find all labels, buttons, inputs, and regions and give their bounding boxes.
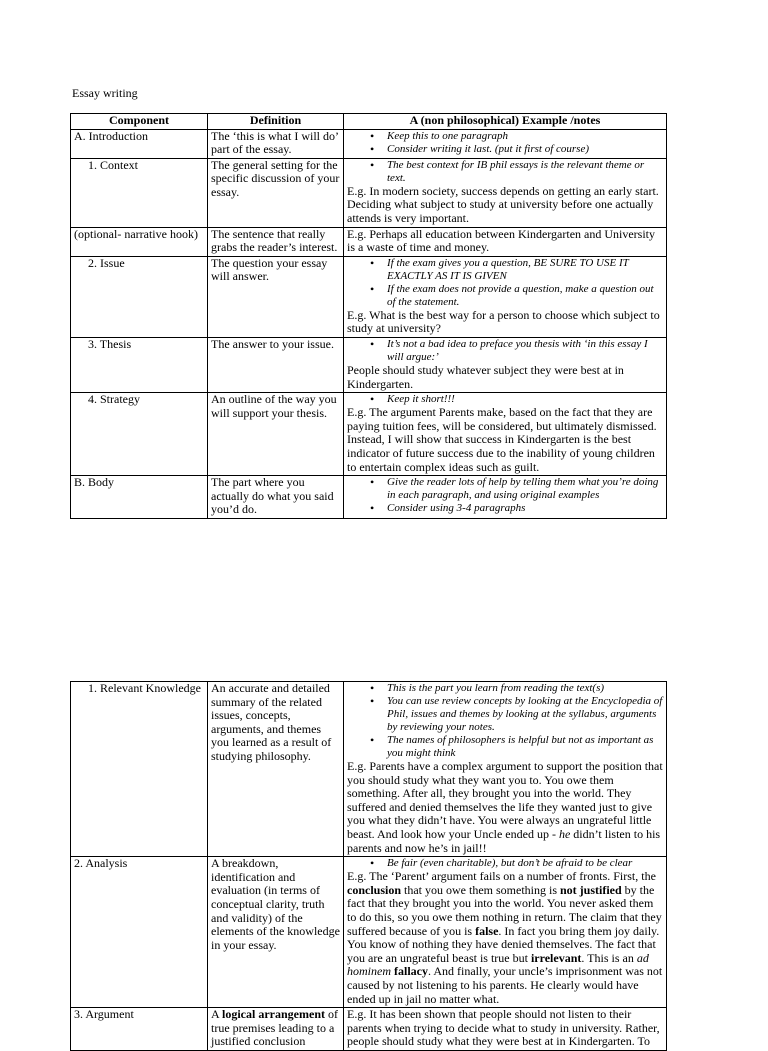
- component-cell: B. Body: [71, 476, 208, 519]
- notes-cell: [344, 227, 667, 256]
- keyword-false: false: [475, 923, 499, 938]
- table-row: [71, 158, 667, 227]
- definition-cell: The answer to your issue.: [208, 337, 344, 392]
- definition-cell: The ‘this is what I will do’ part of the essay.: [208, 129, 344, 158]
- notes-list: [347, 476, 663, 515]
- notes-list: [347, 257, 663, 309]
- component-cell: 4. Strategy: [71, 393, 208, 476]
- table-row: [71, 857, 667, 1008]
- list-item: • If the exam does not provide a question, make a question out of the statement.: [387, 283, 663, 309]
- list-item: • Give the reader lots of help by telling them what you’re doing in each paragraph, and using original examples: [387, 476, 663, 502]
- notes-list: [347, 393, 663, 406]
- keyword-fallacy: fallacy: [394, 964, 428, 979]
- example-text-part: E.g. The ‘Parent’ argument fails on a number of fronts. First, the: [347, 869, 656, 884]
- list-item: • The names of philosophers is helpful but not as important as you might think: [387, 734, 663, 760]
- notes-cell: [344, 857, 667, 1008]
- list-item: • You can use review concepts by looking at the Encyclopedia of Phil, issues and themes by looking at the syllabus, arguments by reviewing your notes.: [387, 695, 663, 734]
- essay-table-page-1: [70, 113, 667, 519]
- notes-list: [347, 857, 663, 870]
- example-text: People should study whatever subject they were best at in Kindergarten.: [347, 362, 624, 391]
- definition-cell: An accurate and detailed summary of the related issues, concepts, arguments, and themes you learned as a result of studying philosophy.: [208, 682, 344, 857]
- example-text-part: E.g. Parents have a complex argument to support the position that you should study what they want you to. You owe them something. After all, they brought you into the world. They suffered and denied themselves the life they wanted just to give you what they didn’t have. You were always an ungrateful little beast. And look how your Uncle ended up -: [347, 759, 663, 841]
- list-item: • If the exam gives you a question, BE SURE TO USE IT EXACTLY AS IT IS GIVEN: [387, 257, 663, 283]
- component-cell: 1. Context: [71, 158, 208, 227]
- list-item: • Consider writing it last. (put it first of course): [387, 143, 663, 156]
- notes-cell: [344, 256, 667, 337]
- example-text: E.g. In modern society, success depends on getting an early start. Deciding what subject to study at university before one actually attends is very important.: [347, 183, 659, 225]
- notes-cell: [344, 476, 667, 519]
- component-cell: (optional- narrative hook): [71, 227, 208, 256]
- notes-cell: [344, 129, 667, 158]
- definition-cell: [208, 1008, 344, 1051]
- example-text: E.g. It has been shown that people should not listen to their parents when trying to decide what to study in university. Rather, people should study what they were best at in Kindergarten. To: [347, 1007, 660, 1049]
- table-row: [71, 227, 667, 256]
- notes-cell: [344, 1008, 667, 1051]
- notes-cell: [344, 158, 667, 227]
- definition-cell: A breakdown, identification and evaluation (in terms of conceptual clarity, truth and validity) of the elements of the knowledge in your essay.: [208, 857, 344, 1008]
- essay-table-page-2: [70, 681, 667, 1051]
- example-text-part: that you owe them something is: [401, 882, 560, 897]
- keyword-not-justified: not justified: [560, 882, 622, 897]
- list-item: • Be fair (even charitable), but don’t be afraid to be clear: [387, 857, 663, 870]
- notes-list: [347, 130, 663, 156]
- table-row: [71, 256, 667, 337]
- component-cell: 1. Relevant Knowledge: [71, 682, 208, 857]
- component-cell: A. Introduction: [71, 129, 208, 158]
- table-row: [71, 1008, 667, 1051]
- document-title: Essay writing: [72, 86, 138, 100]
- definition-cell: The sentence that really grabs the reader’s interest.: [208, 227, 344, 256]
- list-item: • It’s not a bad idea to preface you thesis with ‘in this essay I will argue:’: [387, 338, 663, 364]
- example-text: [347, 870, 663, 1006]
- component-cell: 2. Issue: [71, 256, 208, 337]
- notes-list: [347, 682, 663, 760]
- table-header-row: [71, 114, 667, 130]
- example-text-part: . In fact you bring them joy daily. You know of nothing they have denied themselves. The fact that you are an ungrateful beast is true but: [347, 923, 660, 965]
- notes-list: [347, 159, 663, 185]
- definition-part: A: [211, 1007, 223, 1022]
- component-cell: 3. Thesis: [71, 337, 208, 392]
- example-text-part: didn’t listen to his parents and now he’s in jail!!: [347, 826, 661, 855]
- keyword-ad-hominem: ad hominem: [347, 950, 649, 979]
- definition-cell: The question your essay will answer.: [208, 256, 344, 337]
- header-example: A (non philosophical) Example /notes: [344, 114, 667, 130]
- example-text: [347, 760, 663, 855]
- table-row: [71, 476, 667, 519]
- example-text: E.g. The argument Parents make, based on the fact that they are paying tuition fees, will be considered, but ultimately dismissed. Instead, I will show that success in Kindergarten is the best indicator of future success due to the inability of young children to entertain complex ideas such as guilt.: [347, 405, 657, 474]
- page-gap: [0, 520, 768, 670]
- list-item: • Keep it short!!!: [387, 393, 663, 406]
- notes-cell: [344, 337, 667, 392]
- definition-part: of true premises leading to a justified conclusion: [211, 1007, 338, 1049]
- keyword-logical-arrangement: logical arrangement: [222, 1007, 325, 1022]
- keyword-conclusion: conclusion: [347, 882, 402, 897]
- header-definition: Definition: [208, 114, 344, 130]
- definition-cell: An outline of the way you will support your thesis.: [208, 393, 344, 476]
- list-item: • This is the part you learn from reading the text(s): [387, 682, 663, 695]
- definition-cell: The general setting for the specific discussion of your essay.: [208, 158, 344, 227]
- notes-cell: [344, 682, 667, 857]
- example-text-part: . And finally, your uncle’s imprisonment was not caused by not listening to his parents. He clearly would have ended up in jail no matter what.: [347, 964, 663, 1006]
- list-item: • Keep this to one paragraph: [387, 130, 663, 143]
- keyword-irrelevant: irrelevant: [530, 950, 582, 965]
- notes-list: [347, 338, 663, 364]
- notes-cell: [344, 393, 667, 476]
- table-row: [71, 393, 667, 476]
- component-cell: 2. Analysis: [71, 857, 208, 1008]
- table-row: [71, 129, 667, 158]
- table-row: [71, 337, 667, 392]
- component-cell: 3. Argument: [71, 1008, 208, 1051]
- table-row: [71, 682, 667, 857]
- example-text-part: by the fact that they brought you into the world. You never asked them to do this, so you owe them nothing in return. The claim that they suffered because of you is: [347, 882, 662, 938]
- example-text: E.g. What is the best way for a person to choose which subject to study at university?: [347, 307, 660, 336]
- definition-cell: The part where you actually do what you said you’d do.: [208, 476, 344, 519]
- example-text-italic: he: [558, 826, 571, 841]
- list-item: • Consider using 3-4 paragraphs: [387, 502, 663, 515]
- example-text-part: . This is an: [581, 950, 637, 965]
- example-text: E.g. Perhaps all education between Kindergarten and University is a waste of time and money.: [347, 226, 656, 255]
- list-item: • The best context for IB phil essays is the relevant theme or text.: [387, 159, 663, 185]
- header-component: Component: [71, 114, 208, 130]
